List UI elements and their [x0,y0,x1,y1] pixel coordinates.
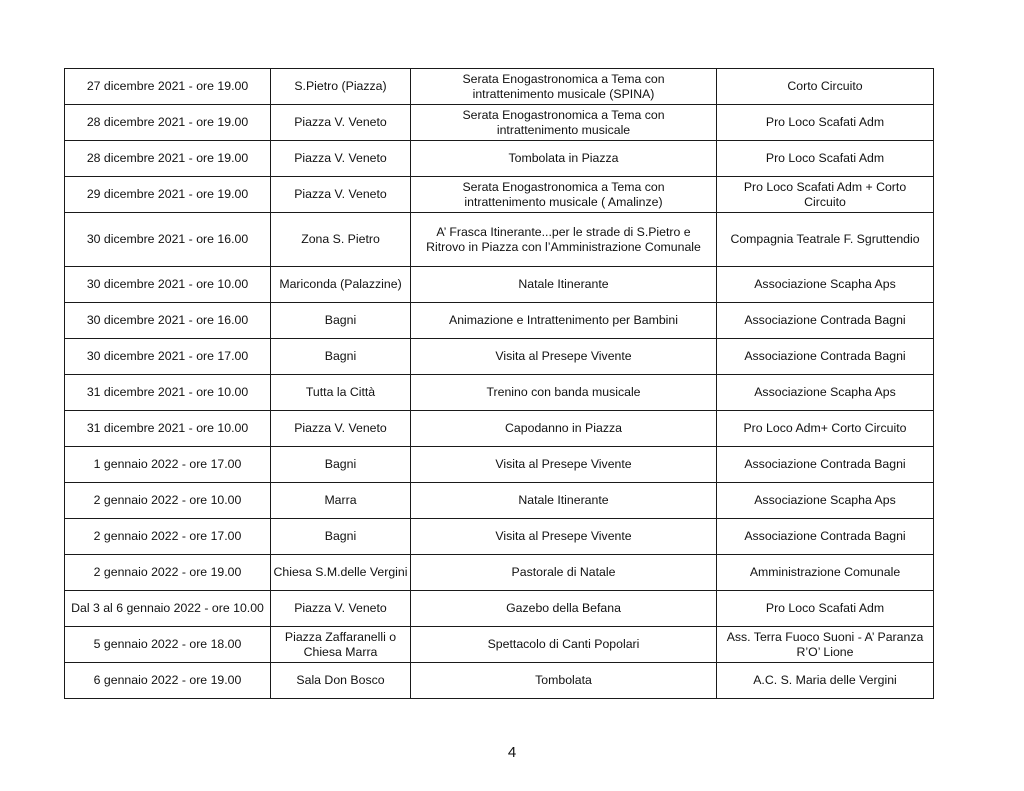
place-cell: Bagni [271,519,411,555]
place-cell: Bagni [271,303,411,339]
place-cell: Piazza V. Veneto [271,591,411,627]
table-row [65,339,934,375]
date-cell: 28 dicembre 2021 - ore 19.00 [65,105,271,141]
events-table-body [65,69,934,699]
date-cell: 27 dicembre 2021 - ore 19.00 [65,69,271,105]
event-cell: Natale Itinerante [411,267,717,303]
place-cell: Piazza V. Veneto [271,411,411,447]
date-cell: 2 gennaio 2022 - ore 17.00 [65,519,271,555]
organizer-cell: Pro Loco Scafati Adm + Corto Circuito [717,177,934,213]
date-cell: 28 dicembre 2021 - ore 19.00 [65,141,271,177]
organizer-cell: Pro Loco Scafati Adm [717,105,934,141]
organizer-cell: Corto Circuito [717,69,934,105]
event-cell: Spettacolo di Canti Popolari [411,627,717,663]
table-row [65,375,934,411]
date-cell: 31 dicembre 2021 - ore 10.00 [65,375,271,411]
date-cell: Dal 3 al 6 gennaio 2022 - ore 10.00 [65,591,271,627]
organizer-cell: Pro Loco Adm+ Corto Circuito [717,411,934,447]
event-cell: Serata Enogastronomica a Tema con intrattenimento musicale (SPINA) [411,69,717,105]
date-cell: 30 dicembre 2021 - ore 16.00 [65,303,271,339]
date-cell: 30 dicembre 2021 - ore 17.00 [65,339,271,375]
table-row [65,663,934,699]
place-cell: Zona S. Pietro [271,213,411,267]
organizer-cell: Amministrazione Comunale [717,555,934,591]
date-cell: 29 dicembre 2021 - ore 19.00 [65,177,271,213]
date-cell: 1 gennaio 2022 - ore 17.00 [65,447,271,483]
date-cell: 2 gennaio 2022 - ore 10.00 [65,483,271,519]
event-cell: Capodanno in Piazza [411,411,717,447]
table-row [65,447,934,483]
organizer-cell: A.C. S. Maria delle Vergini [717,663,934,699]
organizer-cell: Associazione Contrada Bagni [717,339,934,375]
organizer-cell: Ass. Terra Fuoco Suoni - A’ Paranza R’O’ Lione [717,627,934,663]
table-row [65,69,934,105]
place-cell: S.Pietro (Piazza) [271,69,411,105]
place-cell: Bagni [271,447,411,483]
table-row [65,303,934,339]
table-row [65,483,934,519]
place-cell: Piazza V. Veneto [271,105,411,141]
organizer-cell: Pro Loco Scafati Adm [717,591,934,627]
table-row [65,411,934,447]
organizer-cell: Associazione Scapha Aps [717,375,934,411]
place-cell: Chiesa S.M.delle Vergini [271,555,411,591]
table-row [65,555,934,591]
date-cell: 5 gennaio 2022 - ore 18.00 [65,627,271,663]
place-cell: Piazza V. Veneto [271,141,411,177]
event-cell: Serata Enogastronomica a Tema con intrattenimento musicale [411,105,717,141]
place-cell: Mariconda (Palazzine) [271,267,411,303]
event-cell: A’ Frasca Itinerante...per le strade di S.Pietro e Ritrovo in Piazza con l’Amministrazione Comunale [411,213,717,267]
organizer-cell: Associazione Contrada Bagni [717,303,934,339]
event-cell: Tombolata in Piazza [411,141,717,177]
place-cell: Bagni [271,339,411,375]
event-cell: Visita al Presepe Vivente [411,339,717,375]
event-cell: Visita al Presepe Vivente [411,447,717,483]
event-cell: Tombolata [411,663,717,699]
table-row [65,177,934,213]
event-cell: Gazebo della Befana [411,591,717,627]
event-cell: Visita al Presepe Vivente [411,519,717,555]
event-cell: Pastorale di Natale [411,555,717,591]
table-row [65,141,934,177]
table-row [65,105,934,141]
organizer-cell: Pro Loco Scafati Adm [717,141,934,177]
organizer-cell: Associazione Contrada Bagni [717,519,934,555]
table-row [65,627,934,663]
events-table [64,68,934,699]
table-row [65,591,934,627]
event-cell: Natale Itinerante [411,483,717,519]
place-cell: Piazza Zaffaranelli o Chiesa Marra [271,627,411,663]
place-cell: Marra [271,483,411,519]
event-cell: Animazione e Intrattenimento per Bambini [411,303,717,339]
organizer-cell: Compagnia Teatrale F. Sgruttendio [717,213,934,267]
date-cell: 31 dicembre 2021 - ore 10.00 [65,411,271,447]
date-cell: 6 gennaio 2022 - ore 19.00 [65,663,271,699]
table-row [65,213,934,267]
date-cell: 30 dicembre 2021 - ore 10.00 [65,267,271,303]
organizer-cell: Associazione Contrada Bagni [717,447,934,483]
place-cell: Piazza V. Veneto [271,177,411,213]
table-row [65,267,934,303]
place-cell: Sala Don Bosco [271,663,411,699]
place-cell: Tutta la Città [271,375,411,411]
organizer-cell: Associazione Scapha Aps [717,267,934,303]
organizer-cell: Associazione Scapha Aps [717,483,934,519]
date-cell: 30 dicembre 2021 - ore 16.00 [65,213,271,267]
date-cell: 2 gennaio 2022 - ore 19.00 [65,555,271,591]
table-row [65,519,934,555]
event-cell: Serata Enogastronomica a Tema con intrattenimento musicale ( Amalinze) [411,177,717,213]
page-number: 4 [507,744,517,761]
event-cell: Trenino con banda musicale [411,375,717,411]
